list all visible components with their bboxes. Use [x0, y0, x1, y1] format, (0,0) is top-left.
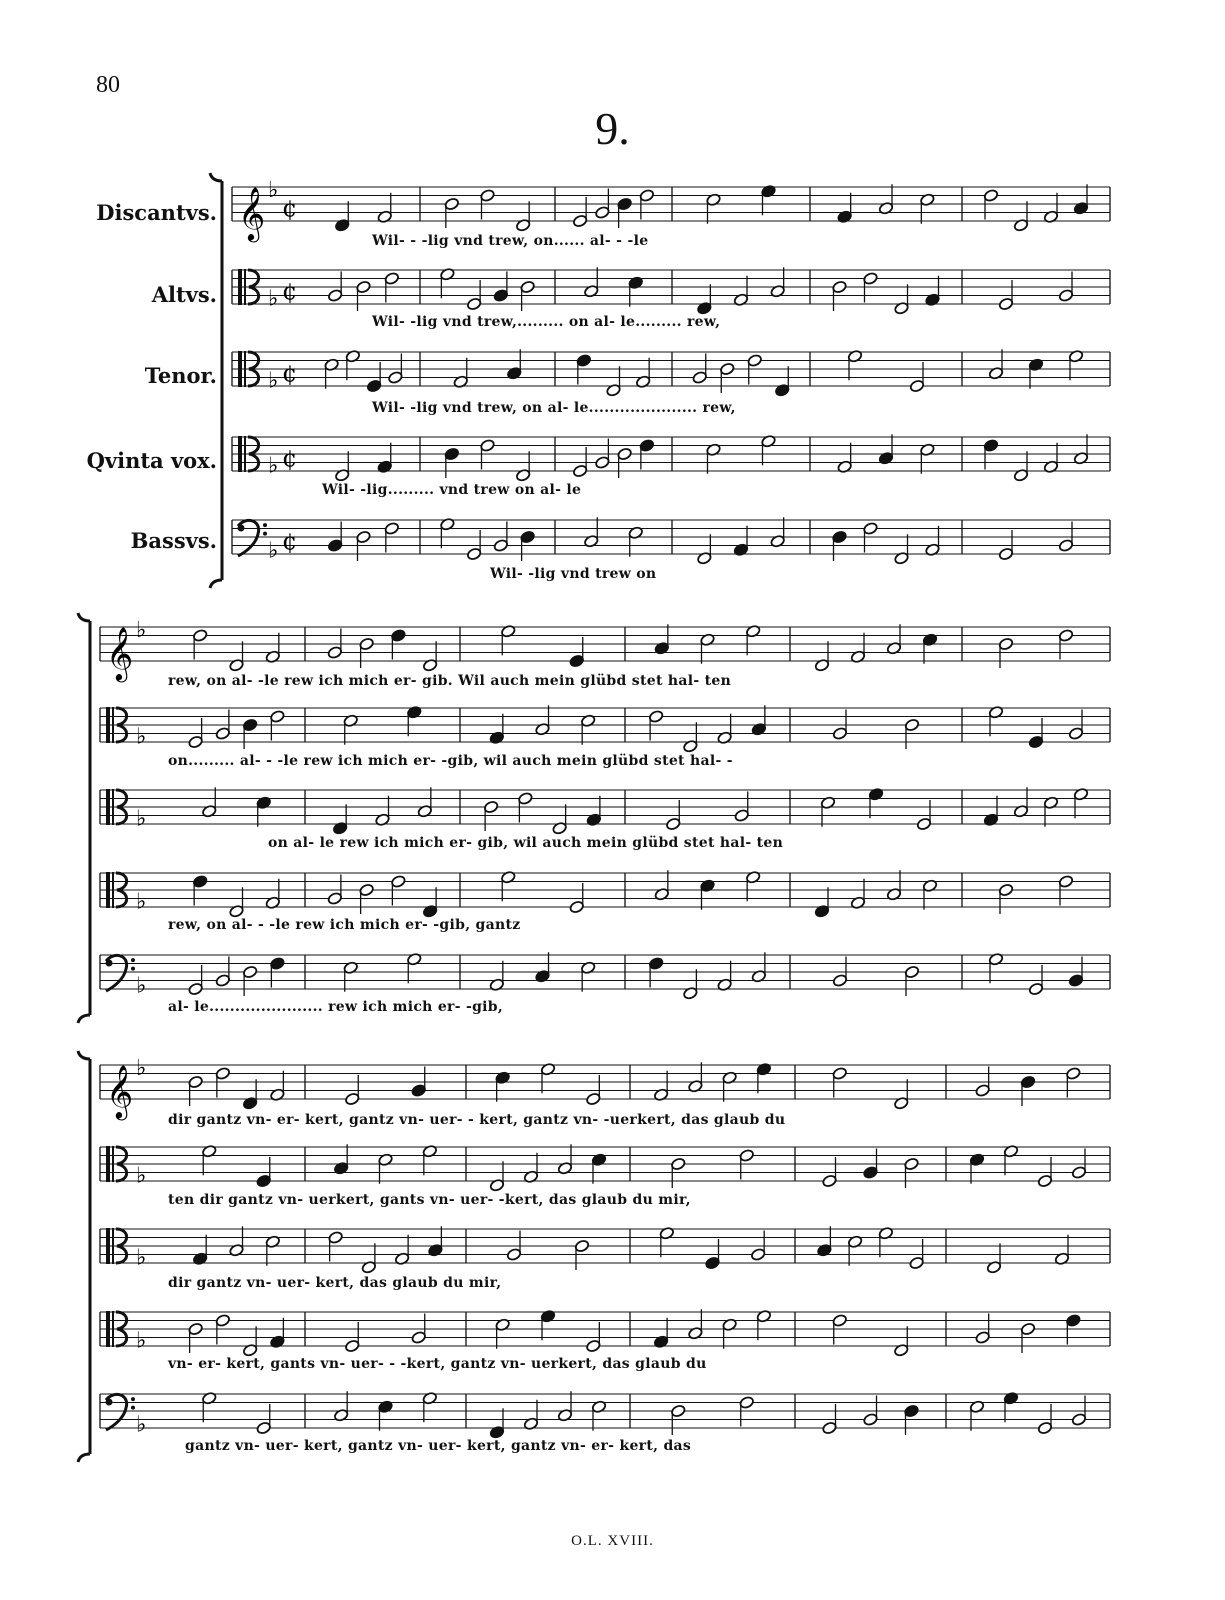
lyric-system1-bassus: Wil- -lig vnd trew on	[490, 566, 657, 582]
alto-clef-icon	[112, 789, 114, 825]
flat-key-signature-icon: ♭	[136, 618, 147, 643]
bass-clef-icon	[106, 1399, 113, 1406]
lyric-system3-altus: ten dir gantz vn- uerkert, gants vn- uer- -kert, das glaub du mir,	[168, 1192, 691, 1208]
cut-time-icon: ¢	[282, 527, 298, 556]
page-number: 80	[96, 72, 120, 98]
lyric-system1-altus: Wil- -lig vnd trew,......... on al- le......... rew,	[372, 314, 721, 330]
lyric-system3-discantus: dir gantz vn- er- kert, gantz vn- uer- - kert, gantz vn- -uerkert, das glaub du	[168, 1112, 786, 1128]
alto-clef-icon	[112, 1311, 114, 1347]
cut-time-icon: ¢	[282, 277, 298, 306]
flat-key-signature-icon: ♭	[136, 889, 147, 915]
flat-key-signature-icon: ♭	[136, 973, 147, 999]
alto-clef-icon	[112, 872, 114, 908]
alto-clef-icon	[106, 707, 110, 743]
voice-name-bassus: Bassvs.	[130, 528, 217, 553]
flat-key-signature-icon: ♭	[268, 368, 279, 394]
alto-clef-icon	[112, 1146, 114, 1182]
voice-name-discantus: Discantvs.	[96, 200, 217, 225]
lyric-system1-quinta-vox: Wil- -lig......... vnd trew on al- le	[322, 482, 582, 498]
bass-clef-icon	[131, 958, 135, 962]
treble-clef-icon: 𝄞	[106, 626, 134, 680]
lyric-system3-quinta-vox: vn- er- kert, gants vn- uer- - -kert, gantz vn- uerkert, das glaub du	[168, 1356, 707, 1372]
alto-clef-icon	[106, 1311, 110, 1347]
bass-clef-icon	[131, 1406, 135, 1410]
flat-key-signature-icon: ♭	[136, 1245, 147, 1271]
alto-clef-icon	[106, 789, 110, 825]
alto-clef-icon	[238, 269, 242, 305]
cut-time-icon: ¢	[282, 359, 298, 388]
alto-clef-icon	[244, 351, 246, 387]
cut-time-icon: ¢	[282, 194, 298, 223]
flat-key-signature-icon: ♭	[136, 1163, 147, 1189]
lyric-system2-quinta-vox: rew, on al- - -le rew ich mich er- -gib, gantz	[168, 917, 521, 933]
flat-key-signature-icon: ♭	[136, 1412, 147, 1438]
bass-clef-icon	[263, 523, 267, 527]
system-1-bracket	[210, 173, 222, 588]
alto-clef-icon	[238, 351, 242, 387]
lyric-system2-tenor: on al- le rew ich mich er- gib, wil auch mein glübd stet hal- ten	[268, 835, 784, 851]
alto-clef-icon	[244, 269, 246, 305]
flat-key-signature-icon: ♭	[268, 178, 279, 203]
flat-key-signature-icon: ♭	[136, 806, 147, 832]
flat-key-signature-icon: ♭	[268, 453, 279, 479]
bass-clef-icon	[131, 967, 135, 971]
treble-clef-icon: 𝄞	[106, 1064, 134, 1118]
lyric-system1-tenor: Wil- -lig vnd trew, on al- le..................... rew,	[372, 400, 736, 416]
flat-key-signature-icon: ♭	[136, 1056, 147, 1081]
system-3-bracket	[78, 1051, 90, 1462]
system-2-bracket	[78, 613, 90, 1023]
flat-key-signature-icon: ♭	[268, 538, 279, 564]
alto-clef-icon	[106, 1228, 110, 1264]
bass-clef-icon	[131, 1397, 135, 1401]
alto-clef-icon	[106, 1146, 110, 1182]
lyric-system3-tenor: dir gantz vn- uer- kert, das glaub du mir,	[168, 1275, 502, 1291]
lyric-system2-bassus: al- le...................... rew ich mich er- -gib,	[168, 999, 504, 1015]
bass-clef-icon	[106, 960, 113, 967]
alto-clef-icon	[244, 436, 246, 472]
voice-name-altus: Altvs.	[151, 282, 217, 307]
lyric-system3-bassus: gantz vn- uer- kert, gantz vn- uer- kert, gantz vn- er- kert, das	[185, 1438, 692, 1454]
bass-clef-icon	[263, 532, 267, 536]
flat-key-signature-icon: ♭	[136, 1328, 147, 1354]
voice-name-tenor: Tenor.	[144, 363, 217, 388]
flat-key-signature-icon: ♭	[136, 724, 147, 750]
lyric-system1-discantus: Wil- - -lig vnd trew, on...... al- - -le	[372, 233, 649, 249]
lyric-system2-discantus: rew, on al- -le rew ich mich er- gib. Wil auch mein glübd stet hal- ten	[168, 673, 732, 689]
voice-name-quinta-vox: Qvinta vox.	[86, 448, 217, 473]
alto-clef-icon	[112, 1228, 114, 1264]
alto-clef-icon	[112, 707, 114, 743]
piece-number: 9.	[595, 103, 630, 154]
edition-footer: O.L. XVIII.	[571, 1533, 654, 1549]
cut-time-icon: ¢	[282, 444, 298, 473]
bass-clef-icon	[238, 525, 245, 532]
alto-clef-icon	[238, 436, 242, 472]
alto-clef-icon	[106, 872, 110, 908]
lyric-system2-altus: on......... al- - -le rew ich mich er- -gib, wil auch mein glübd stet hal- -	[168, 753, 733, 769]
flat-key-signature-icon: ♭	[268, 286, 279, 312]
treble-clef-icon: 𝄞	[238, 186, 266, 240]
